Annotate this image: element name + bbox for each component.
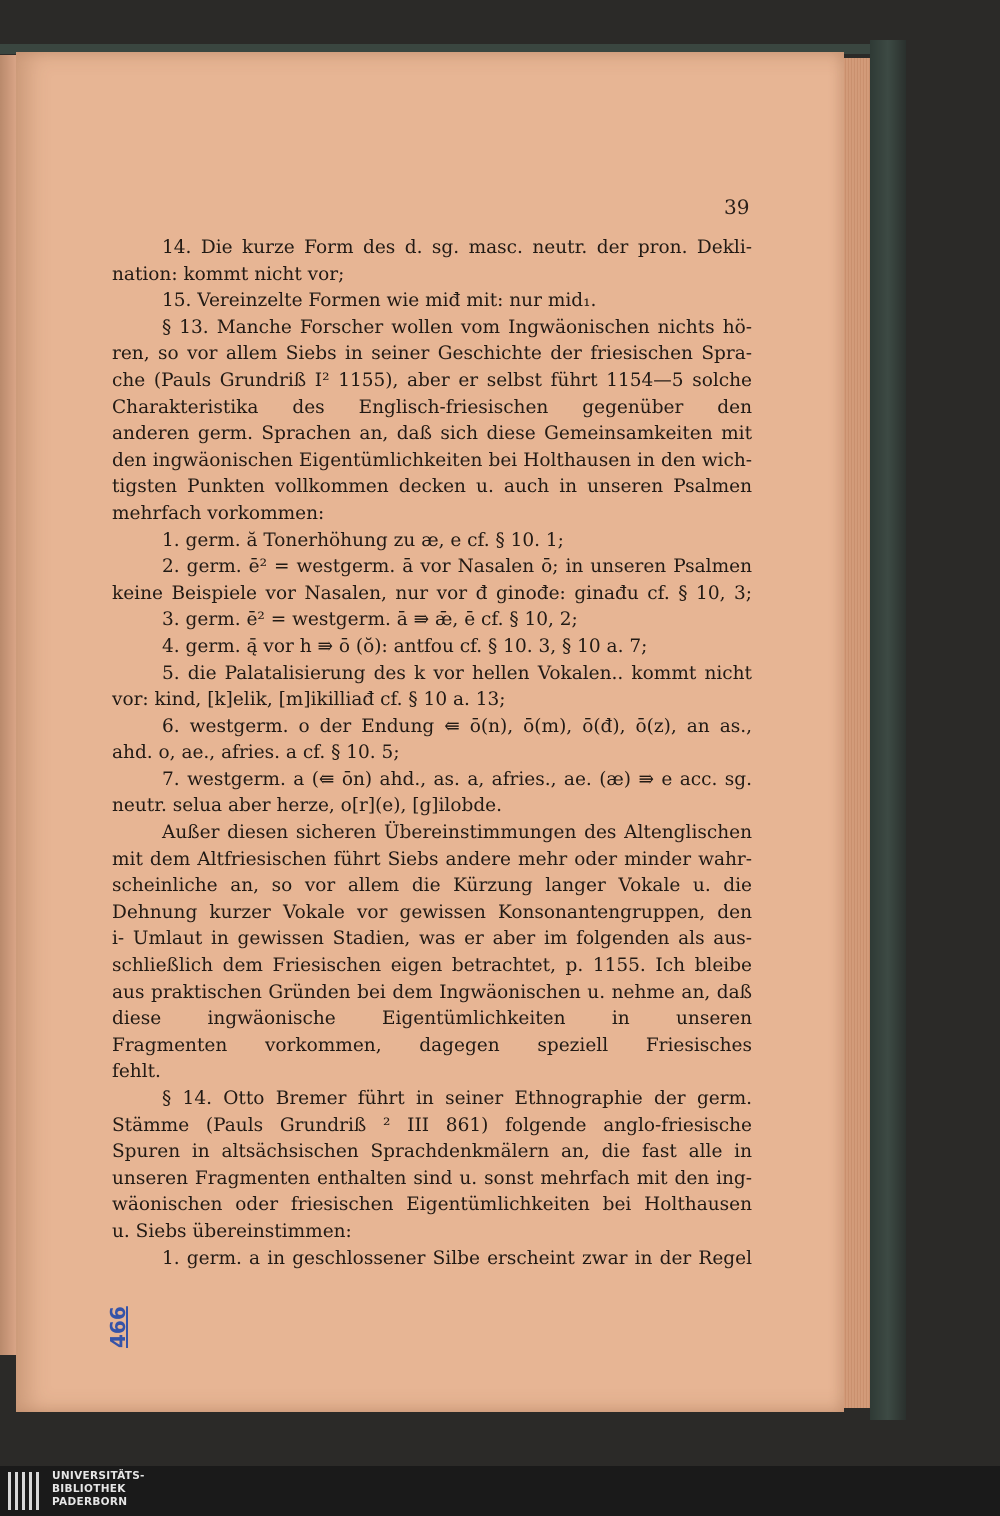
logo-line-2: BIBLIOTHEK	[52, 1483, 126, 1495]
text-line: Dehnung kurzer Vokale vor gewissen Konsonantengruppen, den	[112, 901, 752, 923]
page-block-edges	[844, 58, 870, 1408]
text-line: tigsten Punkten vollkommen decken u. auch in unseren Psalmen	[112, 476, 752, 498]
text-line: § 14. Otto Bremer führt in seiner Ethnographie der germ.	[162, 1088, 752, 1109]
text-line: schließlich dem Friesischen eigen betrachtet, p. 1155. Ich bleibe	[112, 955, 752, 977]
logo-line-3: PADERBORN	[52, 1496, 128, 1508]
text-line: ahd. o, ae., afries. a cf. § 10. 5;	[112, 742, 400, 764]
text-line: 1. germ. ă Tonerhöhung zu æ, e cf. § 10. 1;	[162, 529, 564, 551]
text-line: den ingwäonischen Eigentümlichkeiten bei Holthausen in den wich-	[112, 449, 752, 471]
text-line: 4. germ. ą̄ vor h ⇛ ō (ŏ): antfou cf. § 10. 3, § 10 a. 7;	[162, 635, 648, 657]
library-stamp: 466	[106, 1306, 130, 1348]
text-line: § 13. Manche Forscher wollen vom Ingwäonischen nichts hö-	[162, 316, 752, 338]
footer-bar	[0, 1466, 1000, 1516]
text-line: aus praktischen Gründen bei dem Ingwäonischen u. nehme an, daß	[112, 981, 752, 1003]
text-line: diese ingwäonische Eigentümlichkeiten in unseren	[112, 1008, 752, 1030]
library-logo-text	[52, 1470, 145, 1509]
library-logo-icon	[8, 1472, 39, 1510]
text-line: 7. westgerm. a (⇚ ōn) ahd., as. a, afries., ae. (æ) ⇛ e acc. sg.	[162, 768, 752, 790]
text-line: Außer diesen sicheren Übereinstimmungen des Altenglischen	[162, 822, 752, 844]
text-line: 15. Vereinzelte Formen wie miđ mit: nur mid₁.	[162, 290, 597, 312]
text-line: fehlt.	[112, 1061, 161, 1083]
text-line: i- Umlaut in gewissen Stadien, was er aber im folgenden als aus-	[112, 928, 752, 950]
text-line: anderen germ. Sprachen an, daß sich diese Gemeinsamkeiten mit	[112, 423, 752, 445]
text-line: Stämme (Pauls Grundriß ² III 861) folgende anglo-friesische	[112, 1114, 752, 1136]
text-line: nation: kommt nicht vor;	[112, 263, 345, 285]
text-line: wäonischen oder friesischen Eigentümlichkeiten bei Holthausen	[112, 1194, 752, 1216]
text-line: ren, so vor allem Siebs in seiner Geschichte der friesischen Spra-	[112, 343, 752, 365]
text-line: unseren Fragmenten enthalten sind u. sonst mehrfach mit den ing-	[112, 1167, 752, 1189]
page-number: 39	[724, 195, 750, 219]
text-line: 2. germ. ē² = westgerm. ā vor Nasalen ō; in unseren Psalmen	[162, 556, 752, 578]
text-line: Fragmenten vorkommen, dagegen speziell Friesisches	[112, 1034, 752, 1056]
text-line: 6. westgerm. o der Endung ⇚ ō(n), ō(m), ō(đ), ō(z), an as.,	[162, 715, 752, 737]
text-line: 3. germ. ē² = westgerm. ā ⇛ ǣ, ē cf. § 10, 2;	[162, 609, 578, 631]
text-line: keine Beispiele vor Nasalen, nur vor đ ginođe: ginađu cf. § 10, 3;	[112, 582, 752, 604]
text-line: Spuren in altsächsischen Sprachdenkmälern an, die fast alle in	[112, 1141, 752, 1163]
text-line: che (Pauls Grundriß I² 1155), aber er selbst führt 1154—5 solche	[112, 369, 752, 391]
text-line: vor: kind, [k]elik, [m]ikilliađ cf. § 10 a. 13;	[112, 689, 506, 711]
facing-page-edge	[0, 55, 16, 1355]
logo-line-1: UNIVERSITÄTS-	[52, 1470, 145, 1482]
book-page	[16, 52, 844, 1412]
text-line: 14. Die kurze Form des d. sg. masc. neutr. der pron. Dekli-	[162, 237, 752, 258]
text-line: Charakteristika des Englisch-friesischen gegenüber den	[112, 396, 752, 418]
text-line: scheinliche an, so vor allem die Kürzung langer Vokale u. die	[112, 875, 752, 897]
book-cover-right-edge	[870, 40, 906, 1420]
text-line: mehrfach vorkommen:	[112, 502, 325, 524]
text-line: u. Siebs übereinstimmen:	[112, 1220, 352, 1242]
page-text-body	[112, 235, 752, 1272]
text-line: 1. germ. a in geschlossener Silbe erscheint zwar in der Regel	[162, 1247, 752, 1269]
text-line: 5. die Palatalisierung des k vor hellen Vokalen.. kommt nicht	[162, 662, 752, 684]
text-line: mit dem Altfriesischen führt Siebs andere mehr oder minder wahr-	[112, 848, 752, 870]
text-line: neutr. selua aber herze, o[r](e), [g]ilobde.	[112, 795, 502, 817]
